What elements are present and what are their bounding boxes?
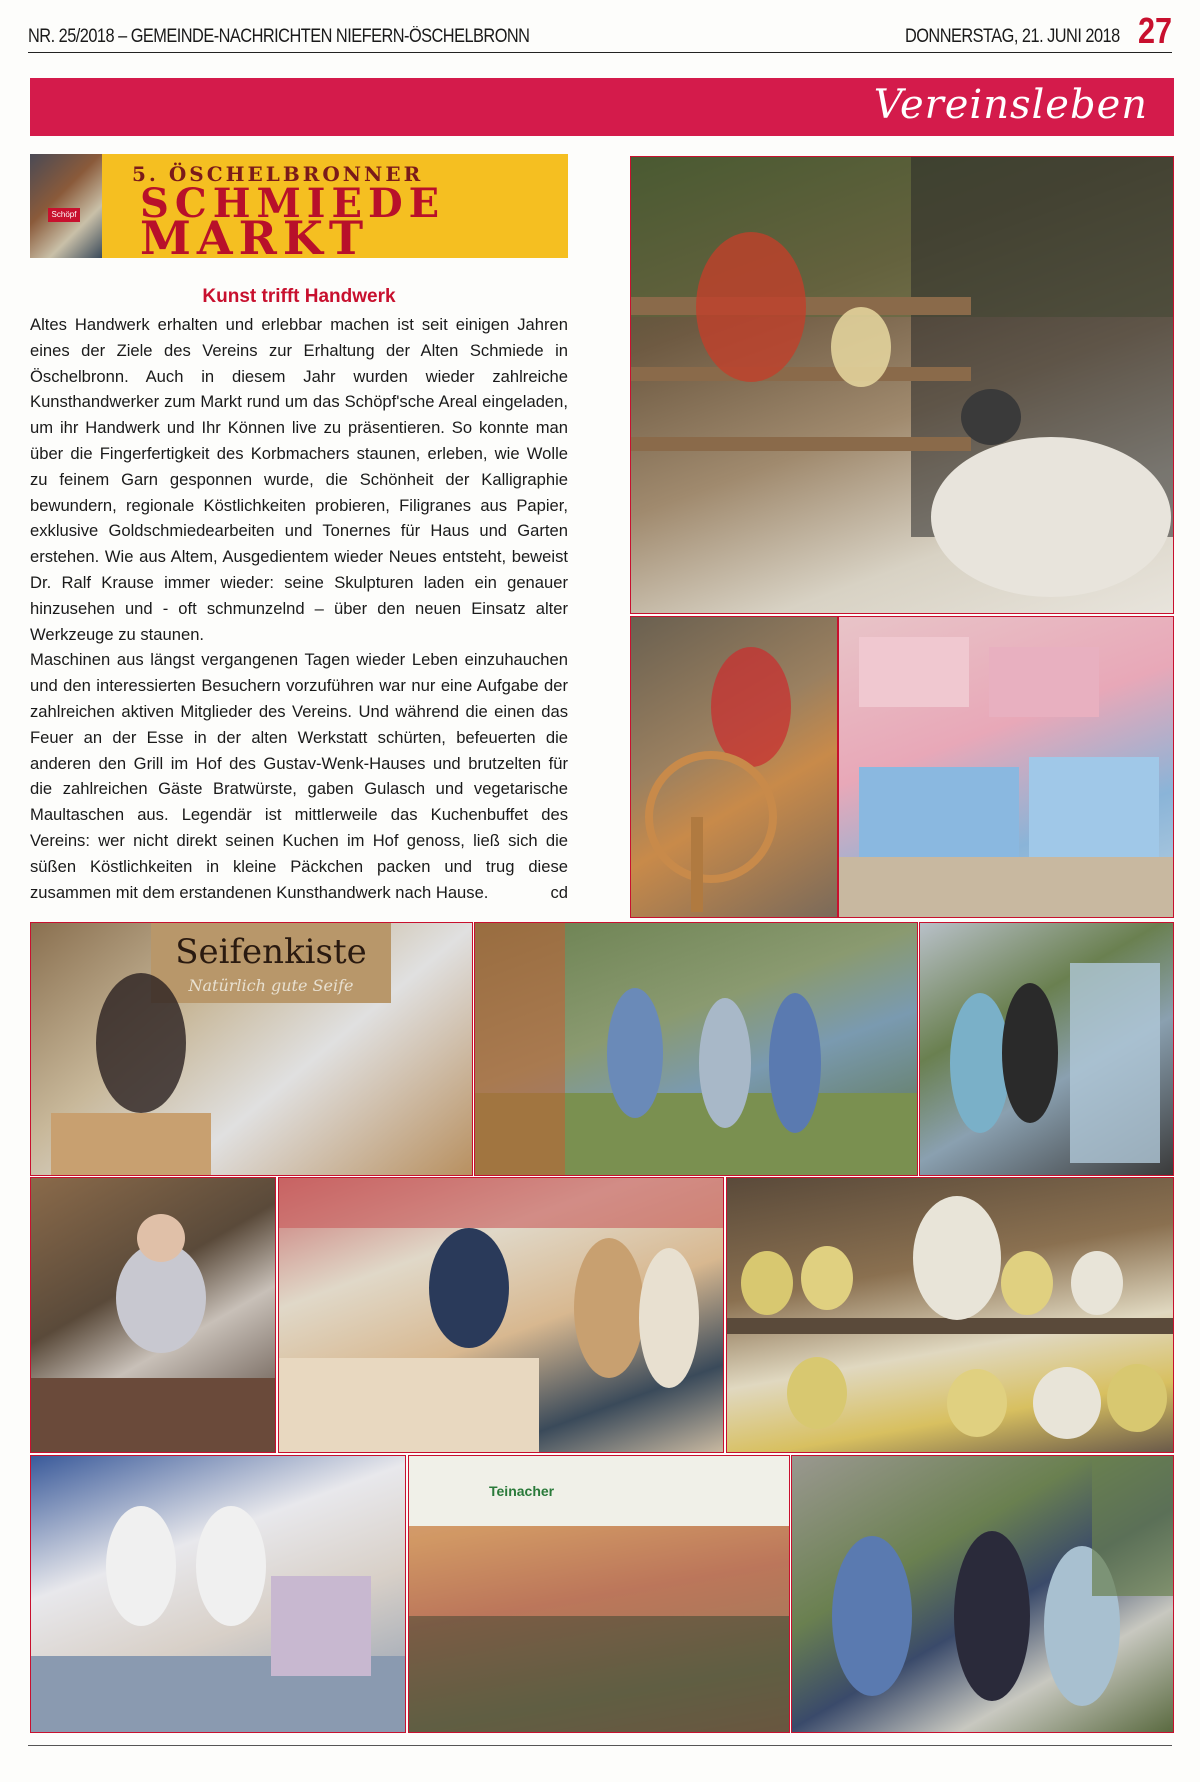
soap-sign-text: Seifenkiste [175,932,367,972]
issue-line: NR. 25/2018 – GEMEINDE-NACHRICHTEN NIEFERN-ÖSCHELBRONN [28,26,530,47]
photo-paper-stand-shapes [31,1456,405,1732]
photo-paper-stand [30,1455,406,1733]
photo-wooden-boxes-shapes [839,617,1173,917]
umbrella-brand: Teinacher [489,1483,555,1499]
logo-line-2: SCHMIEDE [140,180,446,227]
photo-ceramic-birds-shapes [727,1178,1173,1452]
section-title: Vereinsleben [873,82,1148,128]
photo-sheep-petting-shapes [631,157,1173,613]
photo-wood-stamps [278,1177,724,1453]
logo-thumbnails [30,154,102,258]
photo-soap-stand-shapes [31,923,472,1175]
photo-beer-garden [408,1455,790,1733]
photo-wood-stamps-shapes [279,1178,723,1452]
logo-line-1: 5. ÖSCHELBRONNER [132,162,424,186]
photo-sheep-petting [630,156,1174,614]
photo-postcard-rack [919,922,1174,1176]
photo-garden-visitors [474,922,918,1176]
photo-wooden-boxes [838,616,1174,918]
photo-spinning-wheel [630,616,838,918]
photo-garden-visitors-shapes [475,923,917,1175]
logo-thumb-label: Schöpf [48,208,80,222]
photo-people-chatting-shapes [792,1456,1173,1732]
article-headline: Kunst trifft Handwerk [202,286,396,307]
article-body [30,312,568,912]
date-line: DONNERSTAG, 21. JUNI 2018 [905,26,1120,47]
photo-soap-stand [30,922,473,1176]
photo-postcard-rack-shapes [920,923,1173,1175]
photo-beer-garden-shapes [409,1456,789,1732]
article-paragraph-2-text: Maschinen aus längst vergangenen Tagen wieder Leben einzuhauchen und den interessierten Besuchern vorzuführen war nur eine Aufgabe der zahlreichen aktiven Mitglieder des Vereins. Und während die einen das Feuer an der Esse in der alten Werkstatt schürten, befeuerten die anderen den Grill im Hof des Gustav-Wenk-Hauses und brutzelten für die zahlreichen Gäste Bratwürste, gaben Gulasch und vegetarische Maultaschen aus. Legendär ist mittlerweile das Kuchenbuffet des Vereins: wer nicht direkt seinen Kuchen im Hof genoss, ließ sich die süßen Köstlichkeiten in kleine Päckchen packen und trug diese zusammen mit dem erstandenen Kunsthandwerk nach Hause. [30,650,568,902]
photo-spinning-wheel-shapes [631,617,837,917]
article-paragraph-2 [30,647,568,905]
event-logo [30,154,568,258]
footer-rule [28,1745,1172,1746]
page-number: 27 [1137,10,1172,51]
page-header [28,10,1172,53]
logo-line-3: MARKT [140,211,370,258]
soap-sign-subtitle: Natürlich gute Seife [188,976,354,995]
article-paragraph-1: Altes Handwerk erhalten und erlebbar machen ist seit einigen Jahren eines der Ziele des Vereins zur Erhaltung der Alten Schmiede in Öschelbronn. Auch in diesem Jahr wurden wieder zahlreiche Kunsthandwerker zum Markt rund um das Schöpf'sche Areal eingeladen, um ihr Handwerk und Ihr Können live zu präsentieren. So konnte man über die Fingerfertigkeit des Korbmachers staunen, erleben, wie Wolle zu feinem Garn gesponnen wurde, die Schönheit der Kalligraphie bewundern, regionale Köstlichkeiten probieren, Filigranes aus Papier, exklusive Goldschmiedearbeiten und Tonernes für Haus und Garten erstehen. Wie aus Altem, Ausgedientem wieder Neues entsteht, beweist Dr. Ralf Krause immer wieder: seine Skulpturen laden ein genauer hinzusehen und - oft schmunzelnd – über den neuen Einsatz alter Werkzeuge zu staunen. [30,315,568,644]
article-signature: cd [550,882,568,902]
section-banner [30,78,1174,136]
photo-ceramic-birds [726,1177,1174,1453]
photo-basket-maker [30,1177,276,1453]
photo-people-chatting [791,1455,1174,1733]
photo-basket-maker-shapes [31,1178,275,1452]
